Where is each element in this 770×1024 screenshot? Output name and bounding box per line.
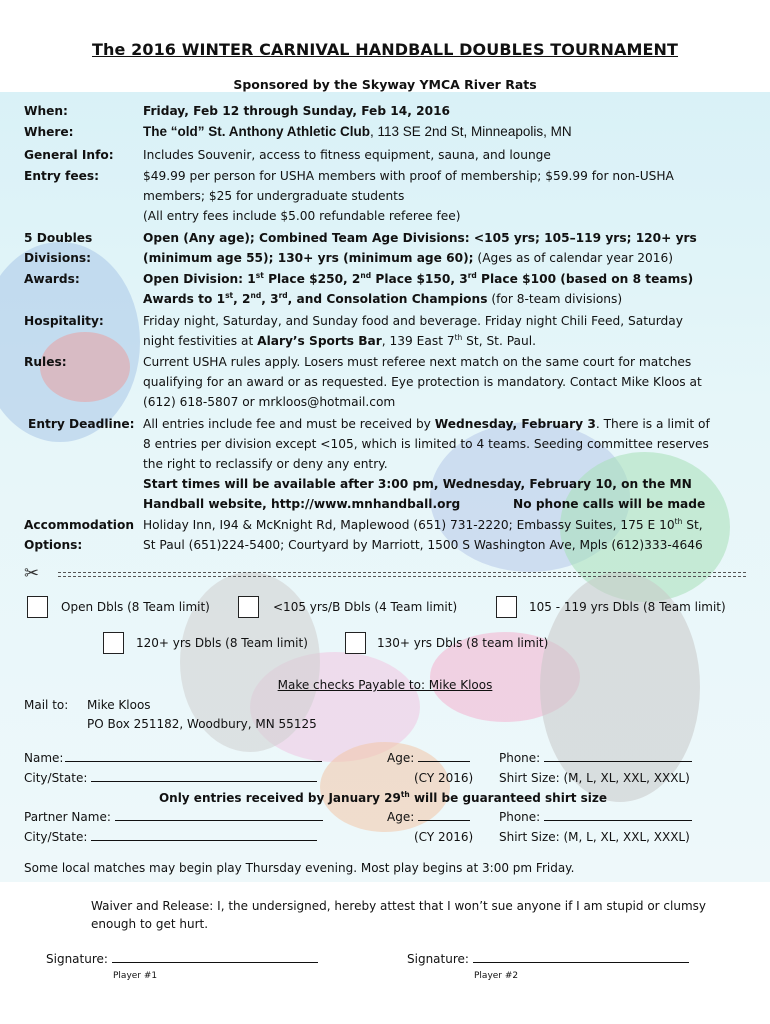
- local-matches-note: Some local matches may begin play Thursday evening. Most play begins at 3:00 pm Friday.: [24, 861, 575, 875]
- partner-name-field[interactable]: Partner Name:: [24, 808, 323, 826]
- waiver-text: Waiver and Release: I, the undersigned, hereby attest that I won’t sue anyone if I am stupid or clumsy: [91, 899, 706, 913]
- divisions-label: Divisions:: [24, 251, 92, 265]
- shirt-notice: Only entries received by January 29th will be guaranteed shirt size: [158, 790, 608, 805]
- deadline-line-1: All entries include fee and must be received by Wednesday, February 3. There is a limit of: [143, 417, 710, 431]
- city-state-field[interactable]: City/State:: [24, 769, 317, 787]
- rules-line: (612) 618-5807 or mrkloos@hotmail.com: [143, 395, 396, 409]
- checkbox-box[interactable]: [103, 632, 124, 654]
- divisions-line-bold: (minimum age 55); 130+ yrs (minimum age 60);: [143, 251, 474, 265]
- checkbox-label: 105 - 119 yrs Dbls (8 Team limit): [529, 600, 726, 614]
- checkbox-box[interactable]: [345, 632, 366, 654]
- general-info-value: Includes Souvenir, access to fitness equipment, sauna, and lounge: [143, 148, 551, 162]
- hospitality-line-2: night festivities at Alary’s Sports Bar, 139 East 7th St, St. Paul.: [143, 332, 536, 348]
- partner-city-state-field[interactable]: City/State:: [24, 828, 317, 846]
- awards-line-2: Awards to 1st, 2nd, 3rd, and Consolation Champions (for 8-team divisions): [143, 290, 623, 306]
- divisions-label: 5 Doubles: [24, 231, 93, 245]
- entry-fees-line: members; $25 for undergraduate students: [143, 189, 405, 203]
- player1-caption: Player #1: [113, 971, 158, 981]
- entry-fees-line: (All entry fees include $5.00 refundable referee fee): [143, 209, 461, 223]
- where-venue: The “old” St. Anthony Athletic Club: [143, 124, 370, 139]
- when-label: When:: [24, 104, 68, 118]
- checkbox-open-dbls[interactable]: [27, 596, 217, 620]
- cut-line: [24, 563, 746, 584]
- checkbox-130-plus[interactable]: [345, 632, 565, 656]
- cy-note: (CY 2016): [414, 771, 474, 785]
- mail-to-label: Mail to:: [24, 698, 69, 712]
- checkbox-120-plus[interactable]: [103, 632, 323, 656]
- rules-line: qualifying for an award or as requested. Eye protection is mandatory. Contact Mike Kloos at: [143, 375, 702, 389]
- general-info-label: General Info:: [24, 148, 114, 162]
- accommodation-label: Accommodation: [24, 518, 135, 532]
- shirt-size-options[interactable]: Shirt Size: (M, L, XL, XXL, XXXL): [499, 771, 690, 785]
- deadline-line: 8 entries per division except <105, which is limited to 4 teams. Seeding committee reserves: [143, 437, 709, 451]
- accommodation-line-1: Holiday Inn, I94 & McKnight Rd, Maplewood (651) 731-2220; Embassy Suites, 175 E 10th St,: [143, 516, 703, 532]
- website-link[interactable]: Handball website, http://www.mnhandball.org: [143, 497, 461, 511]
- checkbox-box[interactable]: [238, 596, 259, 618]
- checks-payable: Make checks Payable to: Mike Kloos: [277, 678, 493, 692]
- awards-label: Awards:: [24, 272, 80, 286]
- mail-address: PO Box 251182, Woodbury, MN 55125: [87, 717, 317, 731]
- waiver-text: enough to get hurt.: [91, 917, 209, 931]
- signature-field-player2[interactable]: Signature:: [407, 950, 689, 968]
- checkbox-label: Open Dbls (8 Team limit): [61, 600, 210, 614]
- awards-line-1: Open Division: 1st Place $250, 2nd Place $150, 3rd Place $100 (based on 8 teams): [143, 270, 694, 286]
- rules-label: Rules:: [24, 355, 67, 369]
- when-value: Friday, Feb 12 through Sunday, Feb 14, 2016: [143, 104, 451, 118]
- entry-fees-label: Entry fees:: [24, 169, 99, 183]
- partner-shirt-size-options[interactable]: Shirt Size: (M, L, XL, XXL, XXXL): [499, 830, 690, 844]
- signature-field-player1[interactable]: Signature:: [46, 950, 318, 968]
- checkbox-under-105[interactable]: [238, 596, 468, 620]
- entry-fees-line: $49.99 per person for USHA members with proof of membership; $59.99 for non-USHA: [143, 169, 674, 183]
- deadline-line: Start times will be available after 3:00 pm, Wednesday, February 10, on the MN: [143, 477, 692, 491]
- mail-name: Mike Kloos: [87, 698, 151, 712]
- phone-field[interactable]: Phone:: [499, 749, 692, 767]
- accommodation-label: Options:: [24, 538, 83, 552]
- checkbox-label: <105 yrs/B Dbls (4 Team limit): [273, 600, 458, 614]
- no-phone-calls: No phone calls will be made: [513, 497, 706, 511]
- where-address: , 113 SE 2nd St, Minneapolis, MN: [369, 124, 572, 139]
- page-title: The 2016 WINTER CARNIVAL HANDBALL DOUBLES TOURNAMENT: [91, 40, 679, 59]
- checkbox-box[interactable]: [27, 596, 48, 618]
- checkbox-label: 130+ yrs Dbls (8 team limit): [377, 636, 549, 650]
- dashed-divider: [58, 572, 746, 577]
- sponsor-line: Sponsored by the Skyway YMCA River Rats: [233, 77, 537, 92]
- checkbox-105-119[interactable]: [496, 596, 736, 620]
- checkbox-label: 120+ yrs Dbls (8 Team limit): [136, 636, 308, 650]
- deadline-line: the right to reclassify or deny any entry.: [143, 457, 388, 471]
- name-field[interactable]: Name:: [24, 749, 322, 767]
- partner-phone-field[interactable]: Phone:: [499, 808, 692, 826]
- deadline-line-5: [143, 494, 753, 514]
- partner-age-field[interactable]: Age:: [387, 808, 470, 826]
- checkbox-box[interactable]: [496, 596, 517, 618]
- partner-cy-note: (CY 2016): [414, 830, 474, 844]
- age-field[interactable]: Age:: [387, 749, 470, 767]
- divisions-line-rest: (Ages as of calendar year 2016): [473, 251, 674, 265]
- accommodation-line: St Paul (651)224-5400; Courtyard by Marriott, 1500 S Washington Ave, Mpls (612)333-4646: [143, 538, 703, 552]
- hospitality-label: Hospitality:: [24, 314, 104, 328]
- rules-line: Current USHA rules apply. Losers must referee next match on the same court for matches: [143, 355, 692, 369]
- entry-deadline-label: Entry Deadline:: [28, 417, 135, 431]
- player2-caption: Player #2: [474, 971, 519, 981]
- hospitality-line: Friday night, Saturday, and Sunday food and beverage. Friday night Chili Feed, Saturday: [143, 314, 683, 328]
- where-label: Where:: [24, 125, 74, 139]
- divisions-line: Open (Any age); Combined Team Age Divisions: <105 yrs; 105–119 yrs; 120+ yrs: [143, 231, 697, 245]
- scissors-icon: ✂: [24, 563, 40, 584]
